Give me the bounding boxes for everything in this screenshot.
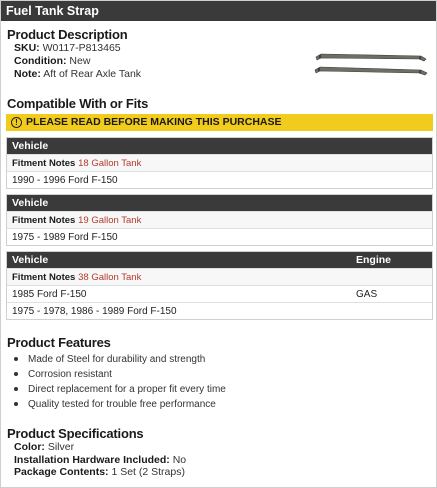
- product-image[interactable]: [313, 51, 429, 81]
- contents-label: Package Contents:: [14, 466, 109, 478]
- fitment-notes-row: [7, 211, 432, 228]
- product-specifications: [14, 441, 186, 479]
- note-label: Note:: [14, 68, 41, 80]
- note-row: [14, 68, 141, 81]
- bullet-icon: [14, 372, 18, 376]
- compatibility-heading: Compatible With or Fits: [7, 96, 149, 111]
- vehicle-column-header: Vehicle: [12, 197, 49, 209]
- color-value: Silver: [47, 441, 75, 453]
- fitment-notes-row: [7, 154, 432, 171]
- fitment-notes-label: Fitment Notes: [12, 272, 76, 283]
- product-features-heading: Product Features: [7, 335, 111, 350]
- hardware-value: No: [172, 453, 187, 466]
- product-description-rows: [14, 42, 141, 81]
- purchase-warning-text: PLEASE READ BEFORE MAKING THIS PURCHASE: [26, 116, 282, 128]
- strap-bottom: [315, 67, 427, 75]
- table-header: [7, 138, 432, 154]
- color-row: [14, 441, 186, 454]
- fitment-notes-label: Fitment Notes: [12, 215, 76, 226]
- bullet-icon: [14, 402, 18, 406]
- vehicle-cell: 1975 - 1989 Ford F-150: [12, 232, 118, 243]
- hardware-row: [14, 454, 186, 467]
- condition-value: New: [69, 55, 91, 67]
- bullet-icon: [14, 357, 18, 361]
- table-row: [7, 228, 432, 245]
- color-label: Color:: [14, 441, 45, 453]
- table-header: [7, 195, 432, 211]
- list-item: Corrosion resistant: [13, 367, 226, 382]
- sku-label: SKU:: [14, 42, 40, 54]
- fitment-table-3: [6, 251, 433, 320]
- product-specifications-heading: Product Specifications: [7, 426, 144, 441]
- list-item: Made of Steel for durability and strength: [13, 352, 226, 367]
- fitment-notes-value: 38 Gallon Tank: [78, 272, 142, 283]
- condition-row: [14, 55, 141, 68]
- list-item: Direct replacement for a proper fit every time: [13, 382, 226, 397]
- fitment-notes-row: [7, 268, 432, 285]
- vehicle-cell: 1990 - 1996 Ford F-150: [12, 175, 118, 186]
- table-row: [7, 285, 432, 302]
- product-features-list: [13, 352, 226, 412]
- table-header: [7, 252, 432, 268]
- fitment-table-1: [6, 137, 433, 189]
- fitment-notes-value: 18 Gallon Tank: [78, 158, 142, 169]
- note-value: Aft of Rear Axle Tank: [43, 68, 142, 80]
- table-row: [7, 302, 432, 319]
- strap-top: [316, 54, 426, 61]
- engine-cell: GAS: [356, 289, 378, 300]
- page-title: Fuel Tank Strap: [1, 1, 436, 21]
- sku-row: [14, 42, 141, 55]
- contents-value: 1 Set (2 Straps): [111, 466, 185, 478]
- list-item: Quality tested for trouble free performance: [13, 397, 226, 412]
- contents-row: [14, 466, 186, 479]
- vehicle-cell: 1975 - 1978, 1986 - 1989 Ford F-150: [12, 306, 177, 317]
- product-description-heading: Product Description: [7, 27, 128, 42]
- exclamation-circle-icon: !: [11, 117, 22, 128]
- fitment-notes-label: Fitment Notes: [12, 158, 76, 169]
- vehicle-column-header: Vehicle: [12, 140, 49, 152]
- fitment-table-2: [6, 194, 433, 246]
- vehicle-cell: 1985 Ford F-150: [12, 289, 87, 300]
- table-row: [7, 171, 432, 188]
- bullet-icon: [14, 387, 18, 391]
- vehicle-column-header: Vehicle: [12, 254, 49, 266]
- fitment-notes-value: 19 Gallon Tank: [78, 215, 142, 226]
- sku-value: W0117-P813465: [42, 42, 121, 54]
- condition-label: Condition:: [14, 55, 67, 67]
- purchase-warning-banner: [6, 114, 433, 131]
- engine-column-header: Engine: [356, 254, 392, 266]
- hardware-label: Installation Hardware Included:: [14, 453, 170, 466]
